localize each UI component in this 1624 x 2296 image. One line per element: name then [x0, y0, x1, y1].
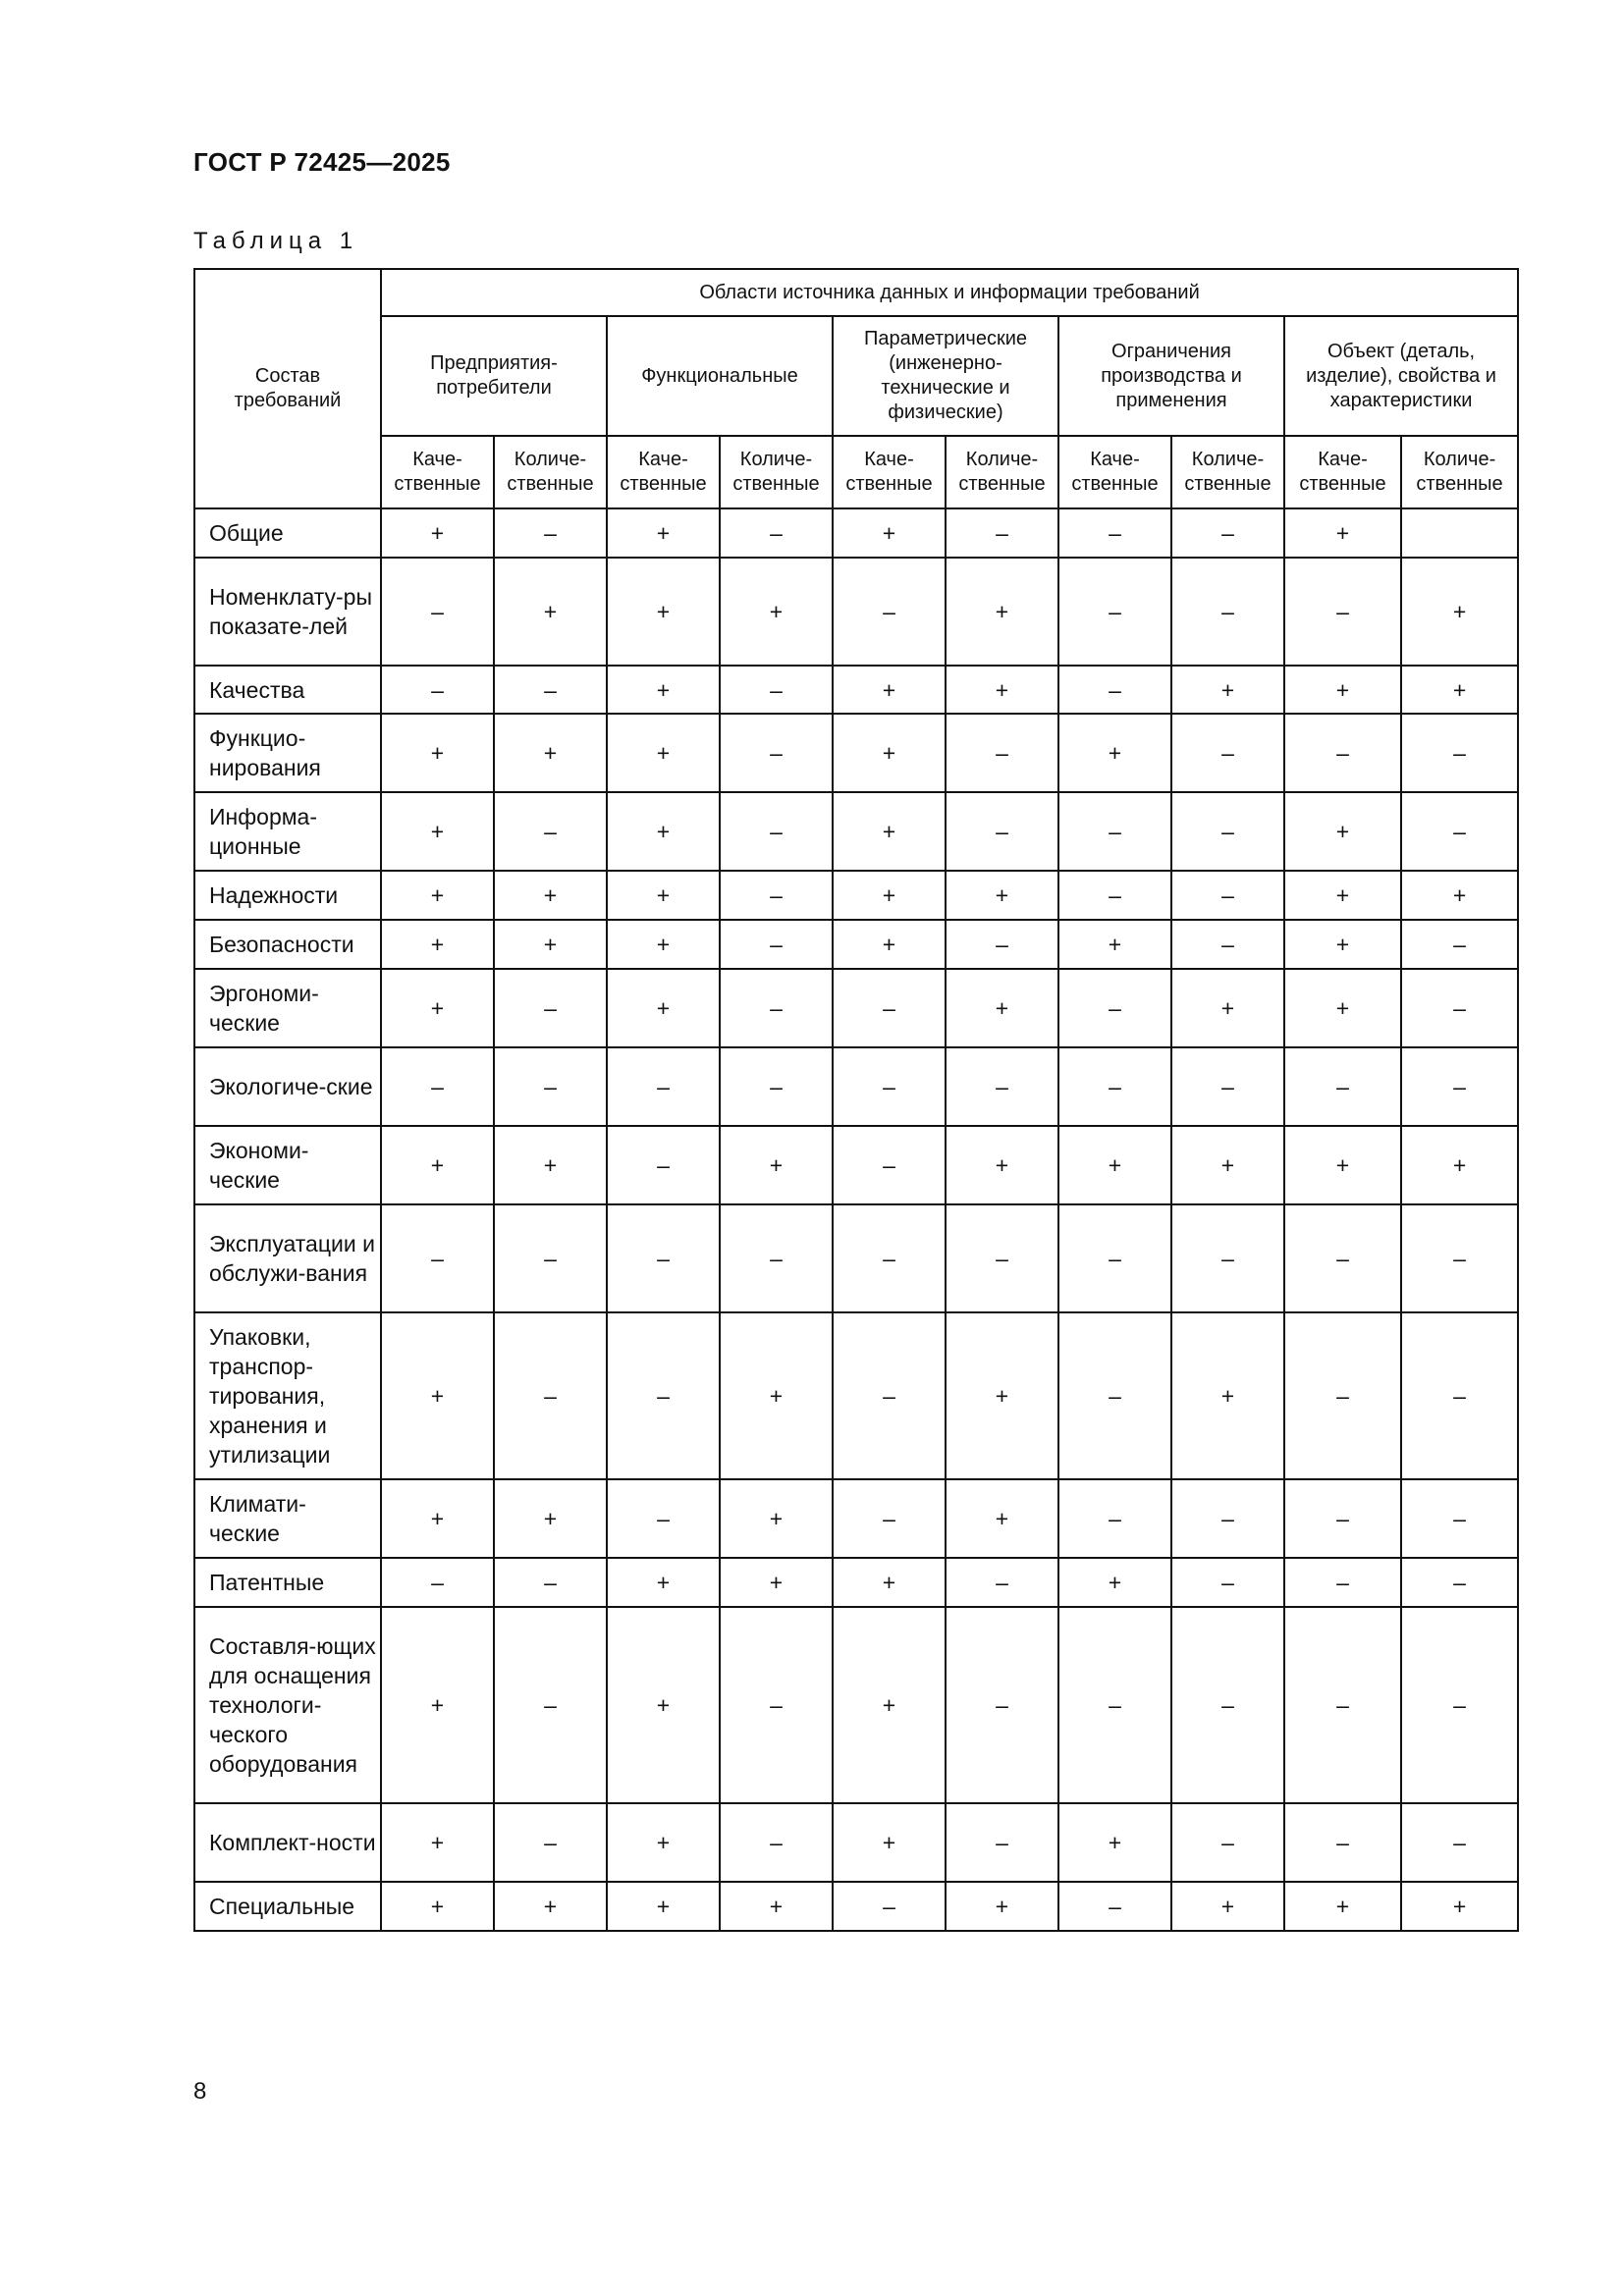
table-cell: – [607, 1204, 720, 1312]
group-header: Параметрические (инженерно-технические и физические) [833, 316, 1058, 436]
table-cell: – [720, 871, 833, 920]
table-cell: – [1401, 1204, 1518, 1312]
subheader-cell: Количе-ственные [1171, 436, 1284, 508]
table-cell: – [1401, 792, 1518, 871]
table-cell: + [381, 920, 494, 969]
table-cell: – [1401, 1607, 1518, 1803]
table-cell: – [1171, 508, 1284, 558]
table-cell: – [607, 1479, 720, 1558]
table-cell: – [1401, 920, 1518, 969]
table-cell: + [720, 558, 833, 666]
table-cell: – [946, 792, 1058, 871]
table-cell: – [1401, 1479, 1518, 1558]
table-cell: + [607, 558, 720, 666]
table-cell: + [946, 1126, 1058, 1204]
table-cell: – [1058, 1882, 1171, 1931]
table-cell: + [607, 1882, 720, 1931]
row-label: Специальные [194, 1882, 381, 1931]
subheader-cell: Каче-ственные [607, 436, 720, 508]
table-cell: – [1284, 1312, 1401, 1479]
table-cell: + [1401, 558, 1518, 666]
table-cell: – [833, 1479, 946, 1558]
table-cell: + [946, 558, 1058, 666]
table-row [194, 1803, 1518, 1882]
table-cell: – [946, 1558, 1058, 1607]
table-cell: + [833, 508, 946, 558]
table-cell: – [494, 1558, 607, 1607]
table-cell: – [1401, 969, 1518, 1047]
table-row [194, 1882, 1518, 1931]
table-cell: + [494, 871, 607, 920]
table-row [194, 1204, 1518, 1312]
table-cell: – [720, 508, 833, 558]
table-row [194, 1607, 1518, 1803]
table-row [194, 871, 1518, 920]
table-cell: + [833, 714, 946, 792]
table-cell: + [494, 714, 607, 792]
table-cell: + [381, 1479, 494, 1558]
table-cell: – [1058, 1479, 1171, 1558]
row-label: Общие [194, 508, 381, 558]
group-header: Функциональные [607, 316, 833, 436]
table-cell: + [381, 871, 494, 920]
table-cell: + [1284, 1882, 1401, 1931]
table-cell: – [1058, 1047, 1171, 1126]
table-cell: – [946, 1204, 1058, 1312]
table-cell: + [494, 920, 607, 969]
table-row [194, 920, 1518, 969]
table-cell: + [607, 1607, 720, 1803]
table-cell: – [1058, 1204, 1171, 1312]
table-cell: – [720, 666, 833, 714]
table-cell: – [1171, 1558, 1284, 1607]
table-row [194, 714, 1518, 792]
row-label: Экономи-ческие [194, 1126, 381, 1204]
requirements-table [193, 268, 1519, 1932]
row-label: Составля-ющих для оснащения технологи-ческого оборудования [194, 1607, 381, 1803]
subheader-cell: Каче-ственные [1284, 436, 1401, 508]
table-cell: – [494, 1204, 607, 1312]
table-cell: – [494, 1047, 607, 1126]
table-cell: + [946, 1312, 1058, 1479]
subheader-cell: Количе-ственные [494, 436, 607, 508]
row-label: Упаковки, транспор-тирования, хранения и утилизации [194, 1312, 381, 1479]
table-row [194, 969, 1518, 1047]
table-cell: – [720, 792, 833, 871]
table-cell: + [1284, 666, 1401, 714]
table-cell: + [381, 792, 494, 871]
table-cell: – [1284, 714, 1401, 792]
table-cell: – [1058, 969, 1171, 1047]
table-cell: – [946, 714, 1058, 792]
table-cell: + [607, 792, 720, 871]
page-number: 8 [193, 2078, 207, 2105]
table-cell: – [720, 1607, 833, 1803]
stub-header: Состав требований [194, 269, 381, 508]
table-cell: + [381, 1607, 494, 1803]
table-cell: + [1171, 1126, 1284, 1204]
table-row [194, 1312, 1518, 1479]
table-cell: – [1401, 714, 1518, 792]
table-cell: + [381, 508, 494, 558]
table-cell: + [607, 920, 720, 969]
row-label: Эргономи-ческие [194, 969, 381, 1047]
table-row [194, 666, 1518, 714]
table-cell: – [833, 1204, 946, 1312]
table-cell: + [720, 1312, 833, 1479]
table-row [194, 1047, 1518, 1126]
table-cell: + [833, 666, 946, 714]
table-cell: – [833, 1126, 946, 1204]
table-cell: – [1401, 1803, 1518, 1882]
table-cell: + [1284, 792, 1401, 871]
table-cell: + [607, 714, 720, 792]
table-cell: + [607, 1558, 720, 1607]
subheader-cell: Каче-ственные [1058, 436, 1171, 508]
table-cell: – [1171, 1803, 1284, 1882]
table-cell: – [1171, 1204, 1284, 1312]
table-cell: + [1058, 1803, 1171, 1882]
table-cell: – [1284, 1204, 1401, 1312]
row-label: Функцио-нирования [194, 714, 381, 792]
row-label: Номенклату-ры показате-лей [194, 558, 381, 666]
table-cell: – [1171, 1479, 1284, 1558]
table-cell: + [607, 1803, 720, 1882]
table-cell: – [1401, 1312, 1518, 1479]
row-label: Экологиче-ские [194, 1047, 381, 1126]
table-cell: + [833, 1558, 946, 1607]
table-cell: + [381, 1312, 494, 1479]
table-cell: – [607, 1312, 720, 1479]
table-cell: – [381, 1204, 494, 1312]
table-cell: + [381, 1882, 494, 1931]
table-cell: – [946, 1803, 1058, 1882]
table-cell: – [381, 558, 494, 666]
table-cell: – [833, 1882, 946, 1931]
table-cell: – [833, 1312, 946, 1479]
table-cell: + [946, 666, 1058, 714]
table-cell: + [381, 1126, 494, 1204]
table-cell: – [720, 969, 833, 1047]
table-cell: + [607, 666, 720, 714]
table-cell: + [946, 969, 1058, 1047]
table-row [194, 1479, 1518, 1558]
table-cell: + [833, 1803, 946, 1882]
subheader-row [194, 436, 1518, 508]
table-body [194, 508, 1518, 1931]
row-label: Патентные [194, 1558, 381, 1607]
table-cell: – [1284, 1803, 1401, 1882]
table-cell: – [1401, 1558, 1518, 1607]
table-cell: + [381, 714, 494, 792]
table-cell: + [946, 871, 1058, 920]
table-cell: – [1058, 508, 1171, 558]
table-cell: – [1171, 1047, 1284, 1126]
row-label: Качества [194, 666, 381, 714]
table-cell: – [1171, 792, 1284, 871]
table-cell: + [833, 920, 946, 969]
table-cell: + [1284, 871, 1401, 920]
table-cell: + [381, 969, 494, 1047]
table-caption: Таблица 1 [193, 228, 359, 254]
table-cell: – [720, 1204, 833, 1312]
table-cell: – [494, 508, 607, 558]
table-cell: – [946, 1607, 1058, 1803]
table-row [194, 792, 1518, 871]
table-cell: + [1058, 1126, 1171, 1204]
table-cell: – [946, 920, 1058, 969]
table-cell: + [833, 871, 946, 920]
table-cell: – [494, 969, 607, 1047]
table-cell: + [494, 1126, 607, 1204]
table-cell: – [381, 1558, 494, 1607]
table-cell: – [1284, 558, 1401, 666]
table-cell: + [1401, 1126, 1518, 1204]
table-cell: + [720, 1558, 833, 1607]
table-row [194, 558, 1518, 666]
table-cell: + [833, 1607, 946, 1803]
table-cell: + [720, 1126, 833, 1204]
table-cell: + [946, 1882, 1058, 1931]
table-cell: – [1058, 871, 1171, 920]
table-cell: – [1284, 1558, 1401, 1607]
table-cell: – [1284, 1047, 1401, 1126]
table-cell: + [1401, 666, 1518, 714]
super-header: Области источника данных и информации требований [381, 269, 1518, 316]
table-cell: – [1058, 1312, 1171, 1479]
row-label: Информа-ционные [194, 792, 381, 871]
table-cell: + [720, 1882, 833, 1931]
table-cell: – [381, 1047, 494, 1126]
table-cell: + [1284, 508, 1401, 558]
subheader-cell: Количе-ственные [1401, 436, 1518, 508]
table-cell [1401, 508, 1518, 558]
table-cell: + [494, 1882, 607, 1931]
table-cell: – [1284, 1607, 1401, 1803]
table-cell: + [1058, 714, 1171, 792]
table-cell: – [720, 920, 833, 969]
table-cell: – [720, 1047, 833, 1126]
table-cell: – [1058, 1607, 1171, 1803]
table-cell: – [1171, 920, 1284, 969]
subheader-cell: Каче-ственные [381, 436, 494, 508]
table-cell: – [494, 666, 607, 714]
table-cell: – [494, 1607, 607, 1803]
table-cell: – [1401, 1047, 1518, 1126]
table-cell: – [494, 792, 607, 871]
table-cell: + [607, 969, 720, 1047]
table-cell: + [1401, 1882, 1518, 1931]
table-cell: – [1171, 558, 1284, 666]
row-label: Безопасности [194, 920, 381, 969]
document-id: ГОСТ Р 72425—2025 [193, 147, 451, 177]
table-row [194, 1126, 1518, 1204]
subheader-cell: Количе-ственные [720, 436, 833, 508]
table-cell: – [833, 1047, 946, 1126]
table-cell: – [946, 1047, 1058, 1126]
table-cell: – [607, 1047, 720, 1126]
table-cell: + [1284, 969, 1401, 1047]
table-cell: + [1171, 1312, 1284, 1479]
subheader-cell: Каче-ственные [833, 436, 946, 508]
table-row [194, 1558, 1518, 1607]
table-cell: + [1401, 871, 1518, 920]
table-cell: – [720, 1803, 833, 1882]
table-cell: + [1171, 666, 1284, 714]
table-cell: + [1171, 1882, 1284, 1931]
table-cell: – [1284, 1479, 1401, 1558]
row-label: Эксплуатации и обслужи-вания [194, 1204, 381, 1312]
table-cell: – [1058, 558, 1171, 666]
group-header: Объект (деталь, изделие), свойства и характеристики [1284, 316, 1518, 436]
table-cell: – [1058, 666, 1171, 714]
table-cell: + [1284, 920, 1401, 969]
table-cell: – [720, 714, 833, 792]
table-cell: – [1171, 871, 1284, 920]
table-cell: + [1171, 969, 1284, 1047]
row-label: Климати-ческие [194, 1479, 381, 1558]
table-cell: + [1058, 920, 1171, 969]
subheader-cell: Количе-ственные [946, 436, 1058, 508]
table-cell: + [381, 1803, 494, 1882]
row-label: Надежности [194, 871, 381, 920]
group-header: Предприятия-потребители [381, 316, 607, 436]
table-cell: + [1058, 1558, 1171, 1607]
table-cell: – [833, 969, 946, 1047]
table-cell: + [607, 508, 720, 558]
table-cell: + [494, 1479, 607, 1558]
table-cell: – [381, 666, 494, 714]
table-row [194, 508, 1518, 558]
table-cell: + [607, 871, 720, 920]
table-cell: – [494, 1803, 607, 1882]
table-cell: + [833, 792, 946, 871]
table-cell: + [494, 558, 607, 666]
table-cell: – [946, 508, 1058, 558]
table-cell: – [1171, 1607, 1284, 1803]
table-cell: + [946, 1479, 1058, 1558]
table-cell: – [607, 1126, 720, 1204]
table-cell: + [1284, 1126, 1401, 1204]
table-cell: – [1171, 714, 1284, 792]
table-head [194, 269, 1518, 508]
table-cell: – [833, 558, 946, 666]
group-header: Ограничения производства и применения [1058, 316, 1284, 436]
table-cell: – [494, 1312, 607, 1479]
table-cell: + [720, 1479, 833, 1558]
table-cell: – [1058, 792, 1171, 871]
row-label: Комплект-ности [194, 1803, 381, 1882]
